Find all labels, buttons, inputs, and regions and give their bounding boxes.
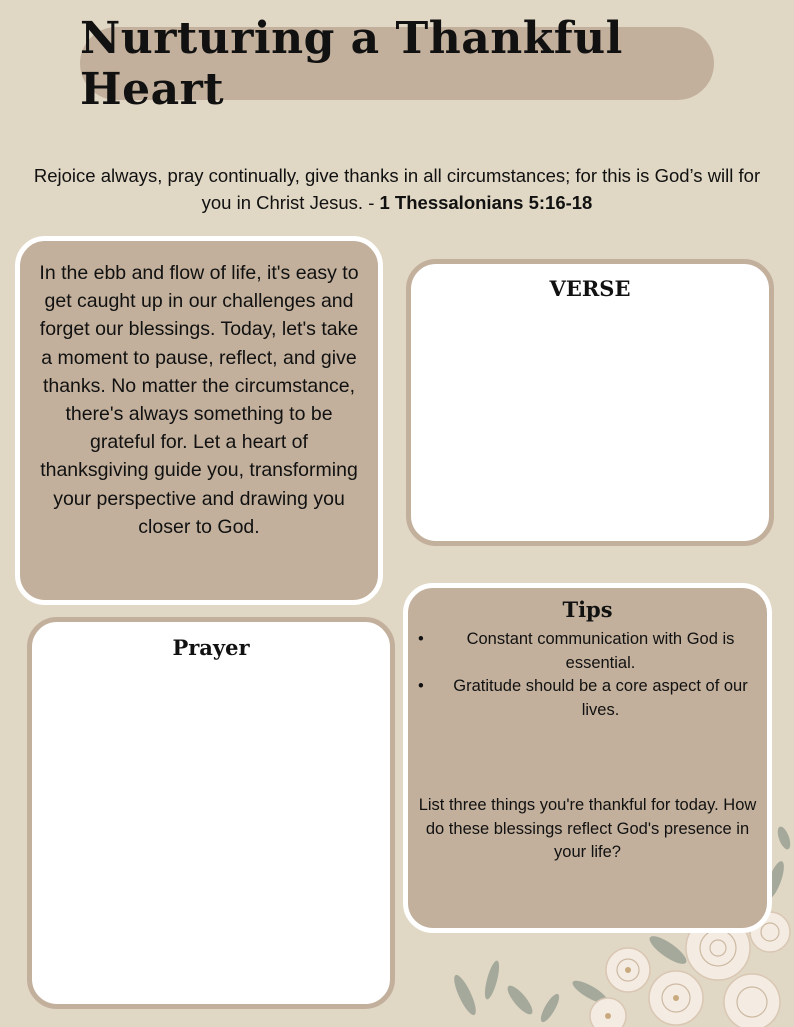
verse-box[interactable] <box>406 259 774 546</box>
title-banner <box>80 12 714 115</box>
tips-list <box>408 628 767 722</box>
intro-text: In the ebb and flow of life, it's easy to get caught up in our challenges and forget our blessings. Today, let's take a moment to pause, reflect, and give thanks. No matter the circumstance, there's always something to be grateful for. Let a heart of thanksgiving guide you, transforming your perspective and drawing you closer to God. <box>39 262 359 538</box>
tip-text: Gratitude should be a core aspect of our lives. <box>453 677 748 719</box>
prayer-box[interactable] <box>27 617 395 1009</box>
reflection-prompt: List three things you're thankful for today. How do these blessings reflect God's presence in your life? <box>418 796 757 861</box>
page-title: Nurturing a Thankful Heart <box>80 12 623 115</box>
scripture-quote <box>30 162 764 216</box>
intro-card <box>15 236 383 605</box>
scripture-text: Rejoice always, pray continually, give thanks in all circumstances; for this is God’s will for you in Christ Jesus. - <box>33 165 761 213</box>
tips-heading: Tips <box>562 597 613 622</box>
tip-text: Constant communication with God is essential. <box>466 630 735 672</box>
tips-box <box>403 583 772 933</box>
verse-heading: VERSE <box>549 276 631 301</box>
bullet-icon: • <box>418 630 424 648</box>
bullet-icon: • <box>418 677 424 695</box>
list-item <box>408 628 767 675</box>
list-item <box>408 675 767 722</box>
prayer-heading: Prayer <box>172 635 250 660</box>
scripture-reference: 1 Thessalonians 5:16-18 <box>379 192 593 213</box>
